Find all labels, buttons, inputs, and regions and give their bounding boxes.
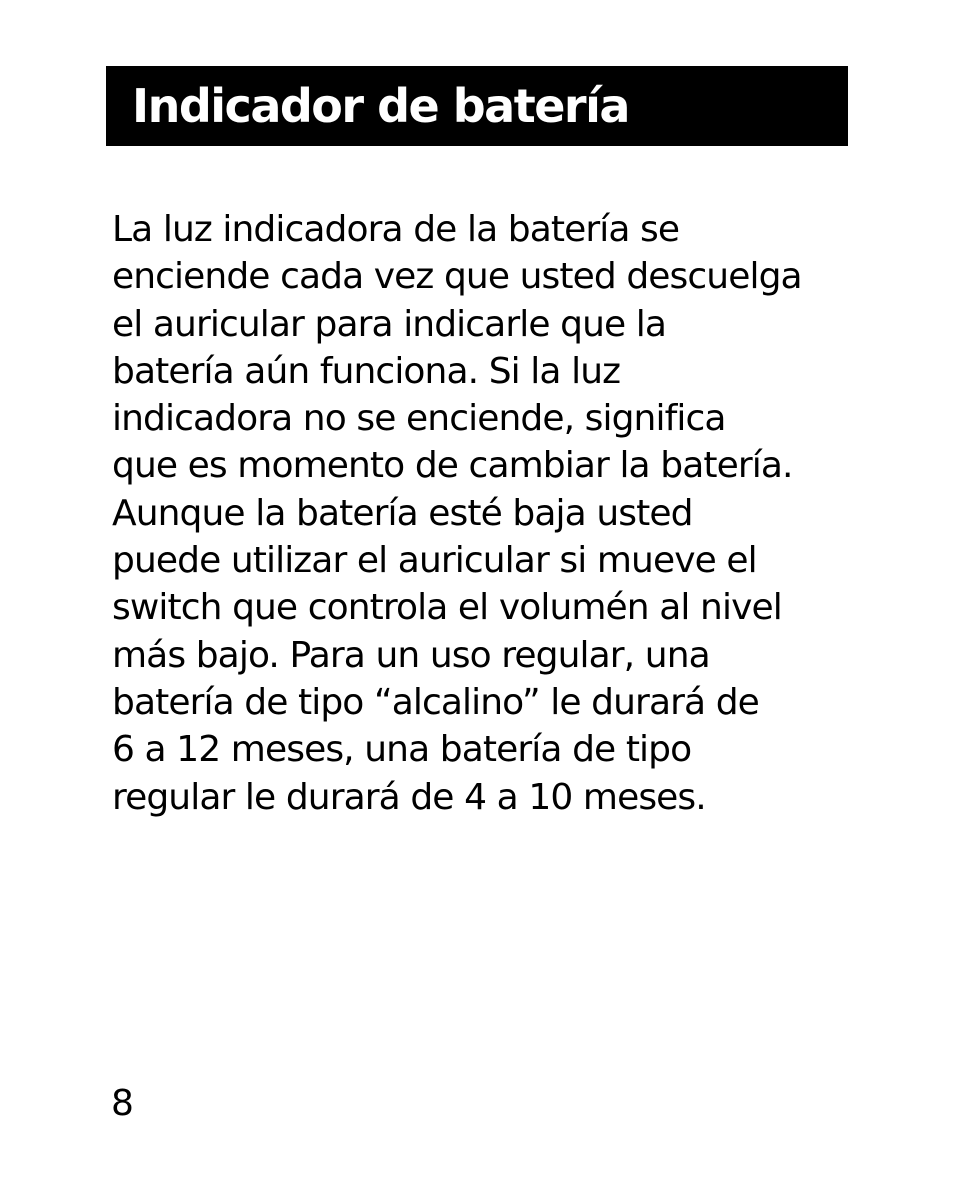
body-paragraph [112,206,852,821]
body-line: más bajo. Para un uso regular, una [112,634,710,676]
body-line: La luz indicadora de la batería se [112,209,680,250]
body-line: Aunque la batería esté baja usted [112,492,693,534]
body-line: 6 a 12 meses, una batería de tipo [112,729,692,771]
body-line: puede utilizar el auricular si mueve el [112,540,757,582]
section-title: Indicador de batería [132,79,629,133]
body-line: indicadora no se enciende, significa [112,398,726,440]
body-line: el auricular para indicarle que la [112,303,667,345]
section-title-bar [106,66,848,146]
body-line: switch que controla el volumén al nivel [112,587,782,629]
body-line: enciende cada vez que usted descuelga [112,256,802,298]
body-line: batería aún funciona. Si la luz [112,350,621,392]
body-line: regular le durará de 4 a 10 meses. [112,776,706,818]
page-number: 8 [111,1083,134,1124]
body-line: batería de tipo “alcalino” le durará de [112,681,759,723]
body-line: que es momento de cambiar la batería. [112,445,793,487]
